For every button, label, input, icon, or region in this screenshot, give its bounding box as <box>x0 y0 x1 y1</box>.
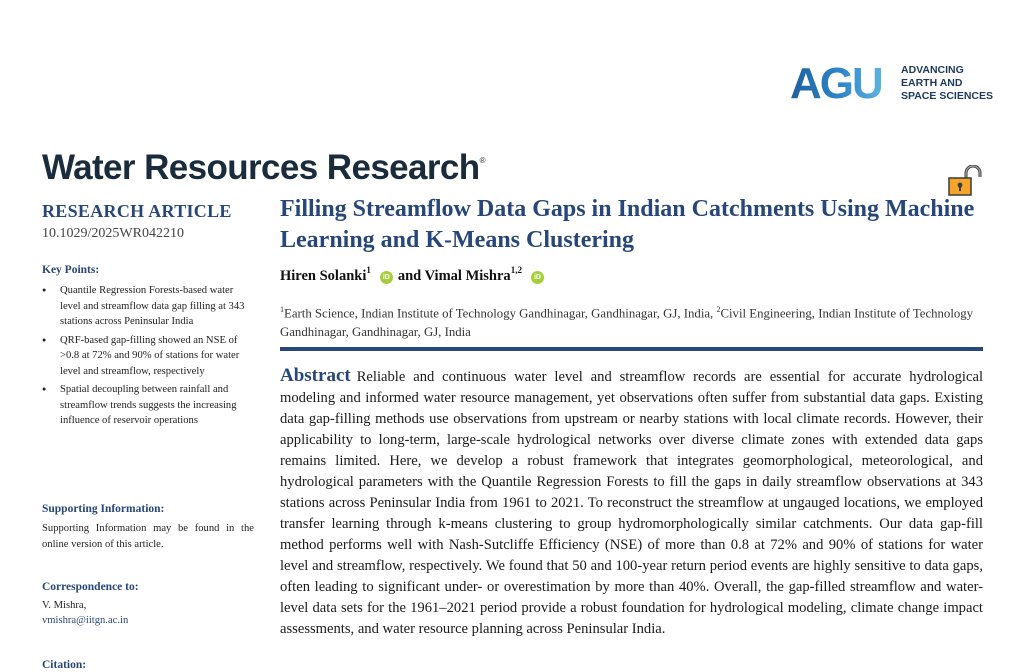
correspondence-heading: Correspondence to: <box>42 581 139 593</box>
author-connector: and <box>397 267 422 284</box>
doi[interactable]: 10.1029/2025WR042210 <box>42 226 184 241</box>
orcid-icon[interactable]: iD <box>531 271 544 284</box>
abstract <box>280 365 983 640</box>
agu-logo-text: AGU <box>790 59 882 108</box>
correspondence-name: V. Mishra, <box>42 600 87 611</box>
correspondence-email-link[interactable]: vmishra@iitgn.ac.in <box>42 615 129 626</box>
orcid-icon[interactable]: iD <box>380 271 393 284</box>
citation-heading: Citation: <box>42 659 87 671</box>
agu-logo-mark <box>790 59 882 108</box>
author-affil: 1 <box>366 265 371 275</box>
key-points-list <box>42 283 254 432</box>
affiliation-text: Civil Engineering, Indian Institute of Technology Gandhinagar, Gandhinagar, GJ, India <box>280 306 974 340</box>
header-divider <box>280 347 983 351</box>
affiliation-text: Earth Science, Indian Institute of Technology Gandhinagar, Gandhinagar, GJ, India, <box>284 306 717 321</box>
journal-name <box>42 148 485 188</box>
abstract-text: Reliable and continuous water level and streamflow records are essential for accurate hydrological modeling and informed water resource management, yet observations often suffer from substantial data gaps. Existing data gap-filling methods use observations from upstream or nearby stations with local climate records. However, their applicability to long-term, large-scale hydrological networks over diverse climate zones with extended data gaps remains limited. Here, we develop a robust framework that integrates geomorphological, meteorological, and hydrological parameters with the Quantile Regression Forests to fill the gaps in daily streamflow observations at 343 stations across Peninsular India from 1961 to 2021. To reconstruct the streamflow at ungauged locations, we employed transfer learning through k-means clustering to group hydromorphologically similar catchments. Our data gap-fill method performs well with Nash-Sutcliffe Efficiency (NSE) of more than 0.8 at 72% and 90% of stations for water level and streamflow, respectively. We found that 50 and 100-year return period events are highly sensitive to data gaps, often leading to significant under- or overestimation by more than 40%. Overall, the gap-filled streamflow and water-level data sets for the 1961–2021 period provide a robust foundation for hydrological modeling, climate change impact assessments, and water resource planning across Peninsular India. <box>280 369 983 637</box>
key-point-item: ● Quantile Regression Forests-based water level and streamflow data gap filling at 343 stations across Peninsular India <box>42 283 254 330</box>
article-type: RESEARCH ARTICLE <box>42 201 232 221</box>
key-point-item: ● QRF-based gap-filling showed an NSE of >0.8 at 72% and 90% of stations for water level and streamflow, respectively <box>42 333 254 380</box>
agu-tagline-line: ADVANCING <box>901 64 964 76</box>
affiliation-number: 2 <box>716 305 721 314</box>
supporting-info-heading: Supporting Information: <box>42 503 165 515</box>
agu-logo <box>790 59 993 108</box>
agu-tagline-line: EARTH AND <box>901 77 963 89</box>
agu-tagline-line: SPACE SCIENCES <box>901 90 993 102</box>
affiliations <box>280 300 980 342</box>
supporting-info-text: Supporting Information may be found in the online version of this article. <box>42 523 254 550</box>
key-point-item: ● Spatial decoupling between rainfall and streamflow trends suggests the increasing influence of reservoir operations <box>42 382 254 429</box>
registered-mark: ® <box>479 156 485 165</box>
key-points-heading: Key Points: <box>42 264 100 276</box>
author-name: Hiren Solanki <box>280 267 367 284</box>
author-name: Vimal Mishra <box>424 267 511 284</box>
journal-title: Water Resources Research <box>42 148 480 187</box>
affiliation-number: 1 <box>280 305 284 314</box>
abstract-label: Abstract <box>280 365 351 386</box>
author-list <box>280 266 549 285</box>
article-title: Filling Streamflow Data Gaps in Indian Catchments Using Machine Learning and K-Means Clustering <box>280 196 975 253</box>
agu-tagline <box>901 64 1001 103</box>
open-lock-icon <box>948 165 986 197</box>
author-affil: 1,2 <box>510 265 522 275</box>
